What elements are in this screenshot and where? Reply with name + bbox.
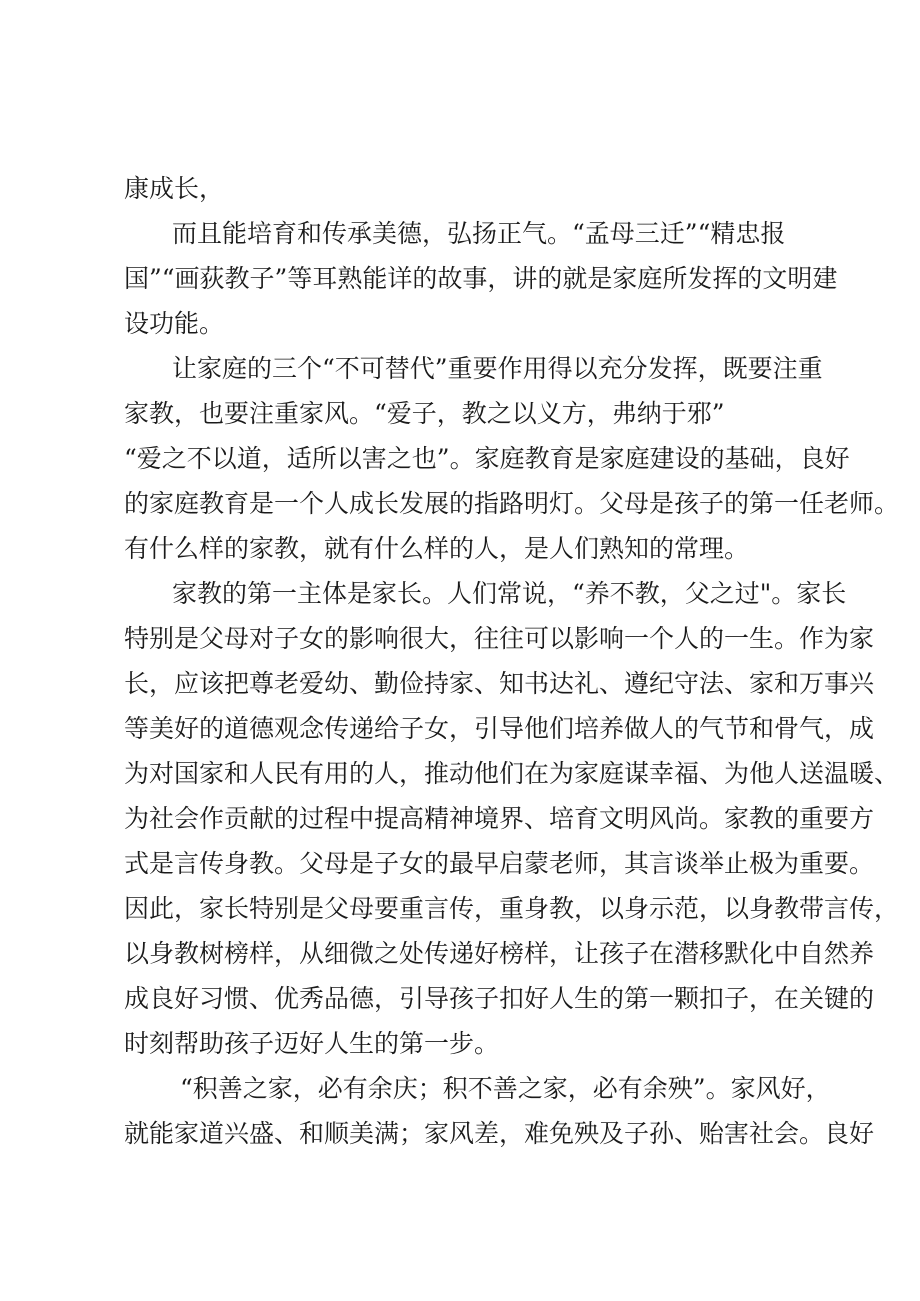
paragraph-start-line: “积善之家，必有余庆；积不善之家，必有余殃”。家风好，: [180, 1074, 831, 1103]
text-line: 因此，家长特别是父母要重言传，重身教，以身示范，以身教带言传，: [124, 894, 900, 923]
text-line: 设功能。: [124, 309, 225, 338]
text-line: 成良好习惯、优秀品德，引导孩子扣好人生的第一颗扣子，在关键的: [124, 984, 875, 1013]
text-line: 时刻帮助孩子迈好人生的第一步。: [124, 1029, 500, 1058]
paragraph-start-line: 让家庭的三个“不可替代”重要作用得以充分发挥，既要注重: [172, 354, 823, 383]
text-line: 国”“画荻教子”等耳熟能详的故事，讲的就是家庭所发挥的文明建: [124, 264, 838, 293]
text-line: 就能家道兴盛、和顺美满；家风差，难免殃及子孙、贻害社会。良好: [124, 1119, 875, 1148]
text-line: 家教，也要注重家风。“爱子，教之以义方，弗纳于邪”: [124, 399, 725, 428]
text-line: 式是言传身教。父母是子女的最早启蒙老师，其言谈举止极为重要。: [124, 849, 875, 878]
text-line: 特别是父母对子女的影响很大，往往可以影响一个人的一生。作为家: [124, 624, 875, 653]
paragraph-start-line: 而且能培育和传承美德，弘扬正气。“孟母三迁”“精忠报: [172, 219, 786, 248]
text-line: 的家庭教育是一个人成长发展的指路明灯。父母是孩子的第一任老师。: [124, 489, 900, 518]
text-line: 以身教树榜样，从细微之处传递好榜样，让孩子在潜移默化中自然养: [124, 939, 875, 968]
text-line: 康成长，: [124, 174, 225, 203]
text-line: “爱之不以道，适所以害之也”。家庭教育是家庭建设的基础，良好: [124, 444, 850, 473]
text-line: 为对国家和人民有用的人，推动他们在为家庭谋幸福、为他人送温暖、: [124, 759, 900, 788]
paragraph-start-line: 家教的第一主体是家长。人们常说，“养不教，父之过"。家长: [172, 579, 847, 608]
text-line: 为社会作贡献的过程中提高精神境界、培育文明风尚。家教的重要方: [124, 804, 875, 833]
text-line: 长，应该把尊老爱幼、勤俭持家、知书达礼、遵纪守法、家和万事兴: [124, 669, 875, 698]
text-line: 有什么样的家教，就有什么样的人，是人们熟知的常理。: [124, 534, 750, 563]
text-line: 等美好的道德观念传递给子女，引导他们培养做人的气节和骨气，成: [124, 714, 875, 743]
